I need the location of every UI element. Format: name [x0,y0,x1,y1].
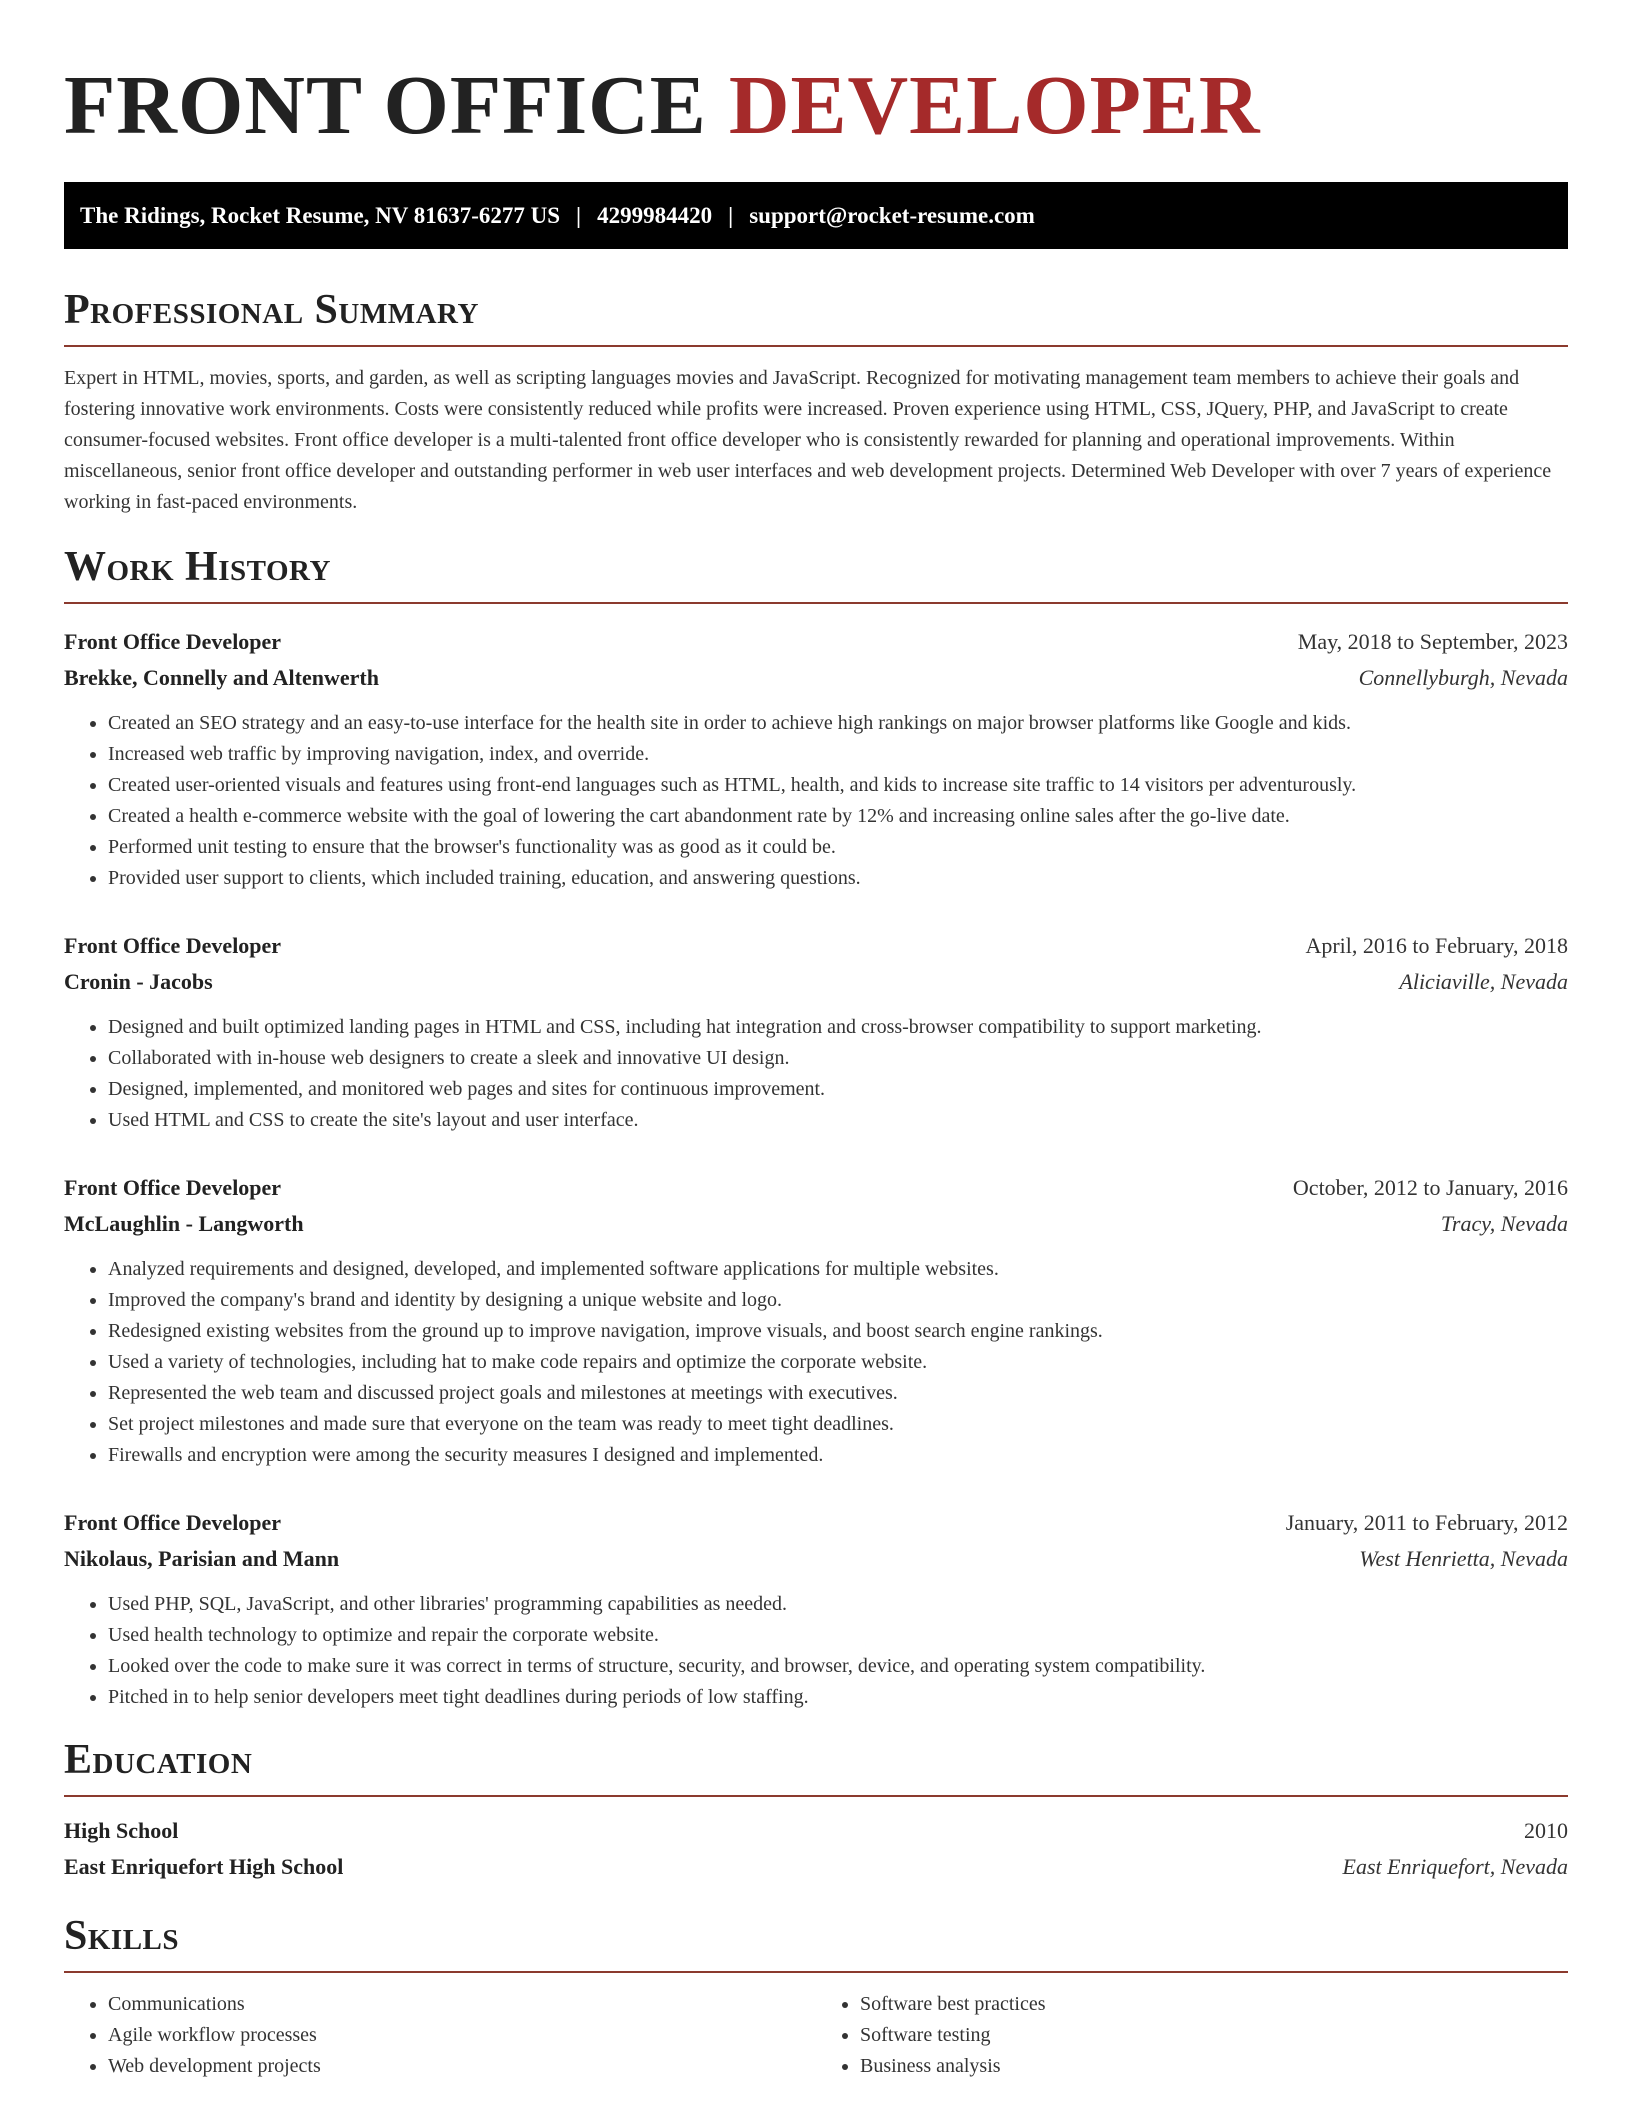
job-company-row [64,1206,1568,1242]
job-bullet: • Increased web traffic by improving navigation, index, and override. [108,739,1568,770]
skills-list-left [64,1989,816,2082]
job-bullets [64,708,1568,894]
education-degree: High School [64,1818,179,1843]
section-heading-summary: Professional Summary [64,287,479,333]
job-bullet: • Provided user support to clients, which included training, education, and answering questions. [108,863,1568,894]
resume-title [64,56,1568,152]
job-bullets [64,1012,1568,1136]
job-bullets [64,1254,1568,1471]
job-bullet: • Created user-oriented visuals and features using front-end languages such as HTML, health, and kids to increase site traffic to 14 visitors per adventurously. [108,770,1568,801]
job-title: Front Office Developer [64,1510,282,1535]
section-heading-work: Work History [64,544,331,590]
job-dates: May, 2018 to September, 2023 [1297,629,1568,654]
job-entry [64,1505,1568,1713]
skill-item: • Communications [108,1989,816,2020]
skill-item: • Software best practices [860,1989,1568,2020]
job-bullet: • Performed unit testing to ensure that the browser's functionality was as good as it could be. [108,832,1568,863]
work-history-section [64,546,1568,1713]
job-header-row [64,624,1568,660]
job-dates: January, 2011 to February, 2012 [1285,1510,1568,1535]
job-header-row [64,1170,1568,1206]
job-company-row [64,660,1568,696]
job-bullet: • Analyzed requirements and designed, developed, and implemented software applications for multiple websites. [108,1254,1568,1285]
job-dates: October, 2012 to January, 2016 [1292,1175,1568,1200]
section-divider [64,345,1568,347]
contact-separator: | [728,202,734,228]
title-part-2: DEVELOPER [728,59,1261,152]
job-entry [64,928,1568,1136]
summary-section [64,289,1568,518]
job-company: Nikolaus, Parisian and Mann [64,1546,340,1571]
job-bullet: • Used PHP, SQL, JavaScript, and other libraries' programming capabilities as needed. [108,1589,1568,1620]
job-dates: April, 2016 to February, 2018 [1305,933,1568,958]
education-row-1 [64,1813,1568,1849]
job-bullet: • Collaborated with in-house web designers to create a sleek and innovative UI design. [108,1043,1568,1074]
education-school: East Enriquefort High School [64,1854,344,1879]
contact-email: support@rocket-resume.com [749,202,1035,228]
education-year: 2010 [1524,1818,1568,1843]
job-location: West Henrietta, Nevada [1359,1546,1568,1571]
job-title: Front Office Developer [64,1175,282,1200]
section-divider [64,1971,1568,1973]
job-entry [64,624,1568,894]
skill-item: • Agile workflow processes [108,2020,816,2051]
job-company-row [64,964,1568,1000]
job-bullet: • Improved the company's brand and identity by designing a unique website and logo. [108,1285,1568,1316]
education-row-2 [64,1849,1568,1885]
job-bullet: • Created an SEO strategy and an easy-to-use interface for the health site in order to achieve high rankings on major browser platforms like Google and kids. [108,708,1568,739]
job-company-row [64,1541,1568,1577]
job-bullet: • Represented the web team and discussed project goals and milestones at meetings with executives. [108,1378,1568,1409]
section-divider [64,602,1568,604]
skill-item: • Web development projects [108,2051,816,2082]
contact-phone: 4299984420 [597,202,713,228]
skill-item: • Software testing [860,2020,1568,2051]
job-title: Front Office Developer [64,629,282,654]
job-bullet: • Used a variety of technologies, including hat to make code repairs and optimize the corporate website. [108,1347,1568,1378]
skill-item: • Business analysis [860,2051,1568,2082]
job-location: Aliciaville, Nevada [1399,969,1568,994]
education-entry [64,1813,1568,1885]
job-list [64,624,1568,1713]
job-bullet: • Designed, implemented, and monitored web pages and sites for continuous improvement. [108,1074,1568,1105]
job-title: Front Office Developer [64,933,282,958]
education-location: East Enriquefort, Nevada [1342,1854,1568,1879]
section-heading-education: Education [64,1737,253,1783]
job-bullets [64,1589,1568,1713]
contact-separator: | [576,202,582,228]
job-bullet: • Pitched in to help senior developers meet tight deadlines during periods of low staffing. [108,1682,1568,1713]
job-location: Tracy, Nevada [1440,1211,1568,1236]
skills-section [64,1915,1568,2082]
skills-list-right [816,1989,1568,2082]
job-bullet: • Firewalls and encryption were among the security measures I designed and implemented. [108,1440,1568,1471]
job-bullet: • Redesigned existing websites from the ground up to improve navigation, improve visuals, and boost search engine rankings. [108,1316,1568,1347]
job-bullet: • Designed and built optimized landing pages in HTML and CSS, including hat integration and cross-browser compatibility to support marketing. [108,1012,1568,1043]
job-bullet: • Used HTML and CSS to create the site's layout and user interface. [108,1105,1568,1136]
job-company: McLaughlin - Langworth [64,1211,304,1236]
job-bullet: • Created a health e-commerce website with the goal of lowering the cart abandonment rate by 12% and increasing online sales after the go-live date. [108,801,1568,832]
job-company: Brekke, Connelly and Altenwerth [64,665,379,690]
title-part-1: FRONT OFFICE [64,59,729,152]
section-heading-skills: Skills [64,1913,180,1959]
job-entry [64,1170,1568,1471]
job-location: Connellyburgh, Nevada [1358,665,1568,690]
job-header-row [64,928,1568,964]
contact-address: The Ridings, Rocket Resume, NV 81637-6277 US [80,202,561,228]
job-bullet: • Looked over the code to make sure it was correct in terms of structure, security, and browser, device, and operating system compatibility. [108,1651,1568,1682]
section-divider [64,1795,1568,1797]
skills-columns [64,1989,1568,2082]
job-header-row [64,1505,1568,1541]
education-section [64,1739,1568,1885]
contact-bar [64,182,1568,249]
summary-text: Expert in HTML, movies, sports, and garden, as well as scripting languages movies and JavaScript. Recognized for motivating management team members to achieve their goals and fostering innovative work environments. Costs were consistently reduced while profits were increased. Proven experience using HTML, CSS, JQuery, PHP, and JavaScript to create consumer-focused websites. Front office developer is a multi-talented front office developer who is consistently rewarded for planning and operational improvements. Within miscellaneous, senior front office developer and outstanding performer in web user interfaces and web development projects. Determined Web Developer with over 7 years of experience working in fast-paced environments. [64,367,1552,513]
job-bullet: • Set project milestones and made sure that everyone on the team was ready to meet tight deadlines. [108,1409,1568,1440]
job-bullet: • Used health technology to optimize and repair the corporate website. [108,1620,1568,1651]
job-company: Cronin - Jacobs [64,969,213,994]
